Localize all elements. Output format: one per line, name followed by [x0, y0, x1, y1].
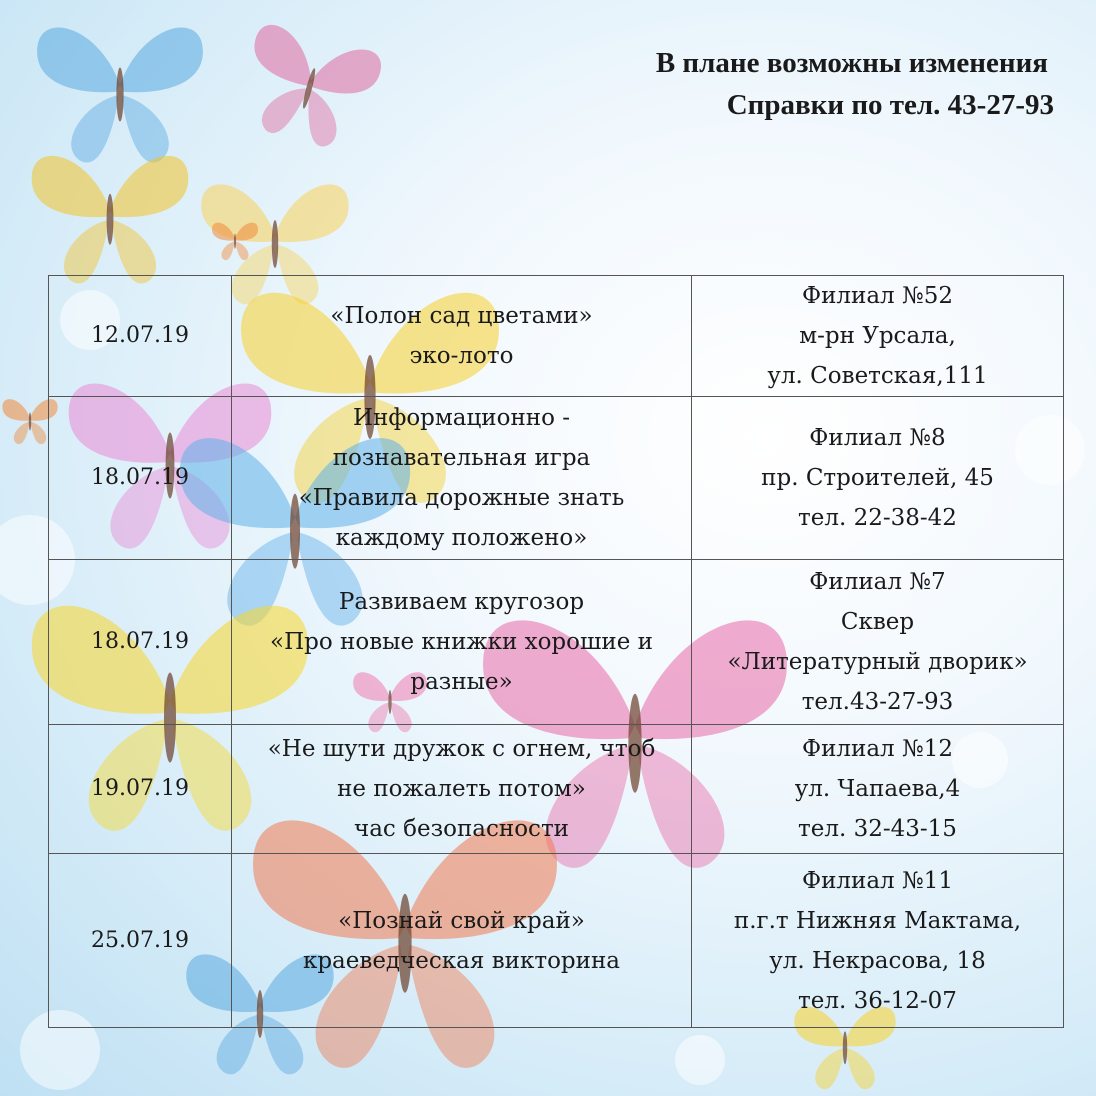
event-line: Развиваем кругозор — [338, 589, 585, 615]
header-notice — [656, 42, 1054, 126]
table-row — [49, 397, 1064, 560]
event-line: познавательная игра — [332, 445, 591, 471]
table-row — [49, 725, 1064, 854]
place-line: ул. Чапаева,4 — [794, 776, 961, 802]
place-line: пр. Строителей, 45 — [761, 465, 994, 491]
date-cell: 25.07.19 — [49, 854, 232, 1028]
event-line: разные» — [410, 669, 513, 695]
place-cell — [692, 276, 1064, 397]
event-line: не пожалеть потом» — [337, 776, 586, 802]
event-line: краеведческая викторина — [302, 947, 621, 974]
event-cell — [232, 397, 692, 560]
schedule-table — [48, 275, 1064, 1028]
table-row — [49, 560, 1064, 725]
place-line: «Литературный дворик» — [727, 649, 1028, 675]
place-cell — [692, 854, 1064, 1028]
notice-changes: В плане возможны изменения — [655, 47, 1048, 79]
date-cell: 19.07.19 — [49, 725, 232, 854]
place-line: ул. Некрасова, 18 — [769, 947, 986, 974]
event-line: «Полон сад цветами» — [330, 303, 593, 329]
event-line: «Про новые книжки хорошие и — [270, 629, 653, 655]
place-line: п.г.т Нижняя Мактама, — [733, 907, 1022, 934]
event-line: «Не шути дружок с огнем, чтоб — [267, 736, 656, 762]
place-line: ул. Советская,111 — [767, 363, 988, 389]
place-line: Филиал №52 — [801, 283, 954, 309]
place-cell — [692, 560, 1064, 725]
event-cell — [232, 560, 692, 725]
place-line: Филиал №11 — [801, 867, 954, 894]
event-line: Информационно - — [352, 405, 571, 431]
place-cell — [692, 397, 1064, 560]
event-line: эко-лото — [409, 343, 514, 369]
date-cell: 18.07.19 — [49, 560, 232, 725]
event-line: каждому положено» — [335, 525, 588, 551]
place-cell — [692, 725, 1064, 854]
place-line: Филиал №8 — [809, 425, 946, 451]
place-line: Сквер — [840, 609, 915, 635]
date-cell: 12.07.19 — [49, 276, 232, 397]
place-line: тел. 36-12-07 — [798, 987, 957, 1014]
date-cell: 18.07.19 — [49, 397, 232, 560]
event-cell — [232, 854, 692, 1028]
event-cell — [232, 725, 692, 854]
event-cell — [232, 276, 692, 397]
table-row — [49, 854, 1064, 1028]
table-row — [49, 276, 1064, 397]
place-line: м-рн Урсала, — [799, 323, 956, 349]
place-line: тел.43-27-93 — [801, 689, 954, 715]
place-line: тел. 22-38-42 — [798, 505, 957, 531]
event-line: «Правила дорожные знать — [298, 485, 625, 511]
event-line: час безопасности — [354, 816, 569, 842]
event-line: «Познай свой край» — [338, 907, 585, 934]
place-line: тел. 32-43-15 — [798, 816, 957, 842]
place-line: Филиал №7 — [809, 569, 946, 595]
place-line: Филиал №12 — [801, 736, 954, 762]
notice-phone: Справки по тел. 43-27-93 — [726, 89, 1054, 121]
